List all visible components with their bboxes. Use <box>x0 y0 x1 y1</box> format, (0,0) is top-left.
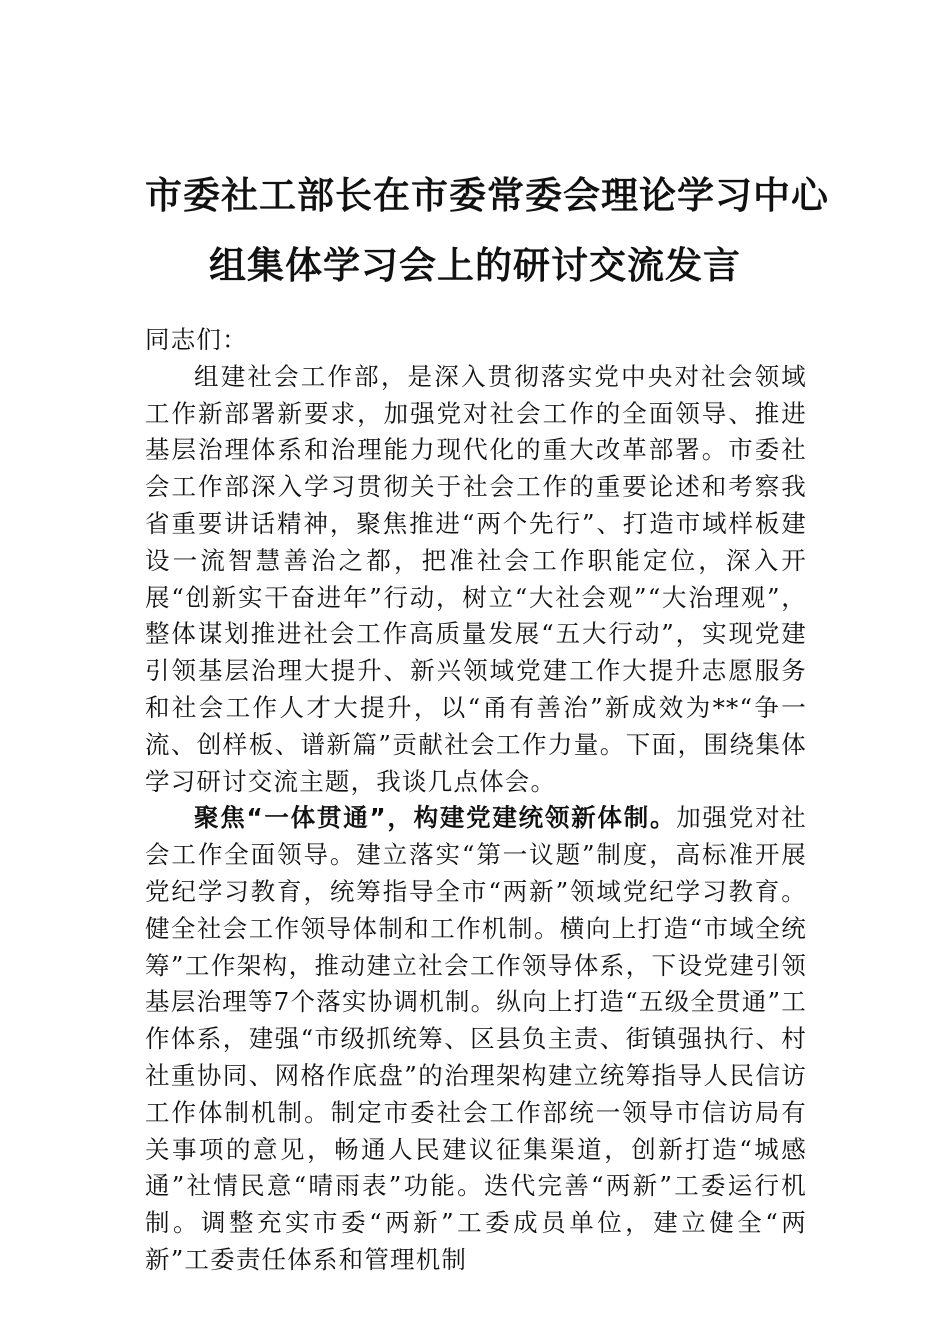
paragraph-intro: 组建社会工作部，是深入贯彻落实党中央对社会领域工作新部署新要求，加强党对社会工作的全面领导、推进基层治理体系和治理能力现代化的重大改革部署。市委社会工作部深入学习贯彻关于社会工作的重要论述和考察我省重要讲话精神，聚焦推进“两个先行”、打造市域样板建设一流智慧善治之都，把准社会工作职能定位，深入开展“创新实干奋进年”行动，树立“大社会观”“大治理观”，整体谋划推进社会工作高质量发展“五大行动”，实现党建引领基层治理大提升、新兴领域党建工作大提升志愿服务和社会工作人才大提升，以“甬有善治”新成效为**“争一流、创样板、谱新篇”贡献社会工作力量。下面，围绕集体学习研讨交流主题，我谈几点体会。 <box>145 361 807 796</box>
section-body: 加强党对社会工作全面领导。建立落实“第一议题”制度，高标准开展党纪学习教育，统筹指导全市“两新”领域党纪学习教育。健全社会工作领导体制和工作机制。横向上打造“市域全统筹”工作架构，推动建立社会工作领导体系，下设党建引领基层治理等7个落实协调机制。纵向上打造“五级全贯通”工作体系，建强“市级抓统筹、区县负主责、街镇强执行、村社重协同、网格作底盘”的治理架构建立统筹指导人民信访工作体制机制。制定市委社会工作部统一领导市信访局有关事项的意见，畅通人民建议征集渠道，创新打造“城感通”社情民意“晴雨表”功能。迭代完善“两新”工委运行机制。调整充实市委“两新”工委成员单位，建立健全“两新”工委责任体系和管理机制 <box>145 803 807 1274</box>
paragraph-section-1 <box>145 800 807 1278</box>
title-line-2: 组集体学习会上的研讨交流发言 <box>209 243 741 287</box>
title-line-1: 市委社工部长在市委常委会理论学习中心 <box>145 173 829 217</box>
section-heading: 聚焦“一体贯通”，构建党建统领新体制。 <box>194 803 677 833</box>
salutation: 同志们： <box>145 325 248 354</box>
document-title <box>145 160 829 300</box>
document-body <box>145 322 807 1279</box>
